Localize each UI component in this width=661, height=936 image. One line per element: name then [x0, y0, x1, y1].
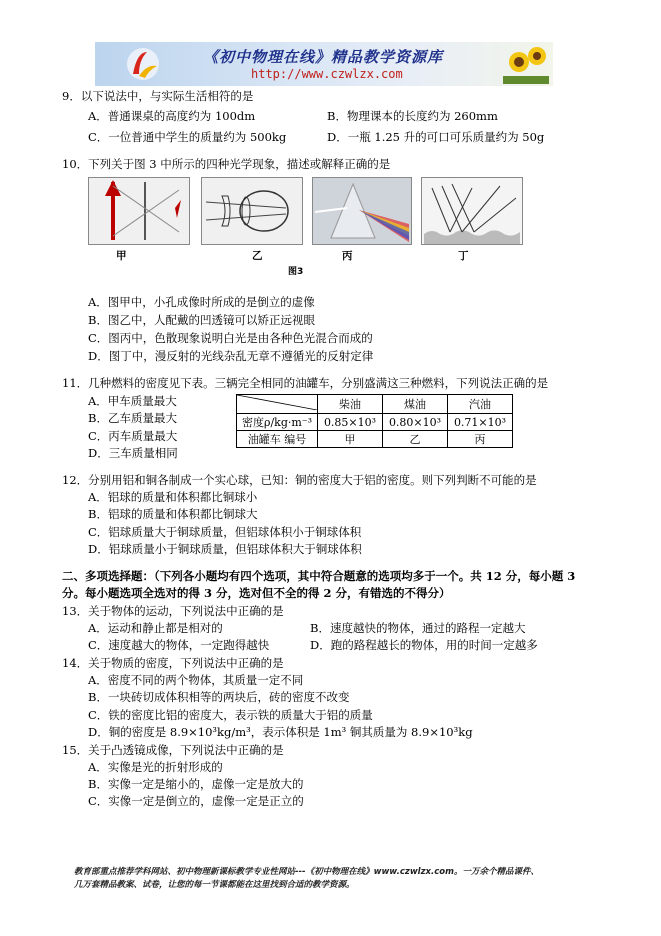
q12-option-b: B．铝球的质量和体积都比铜球大 [88, 507, 258, 521]
q11-option-a: A．甲车质量最大 [88, 394, 177, 408]
table-cell: 甲 [318, 431, 383, 448]
figure-label-yi: 乙 [252, 250, 263, 262]
figure-caption: 图3 [288, 267, 304, 277]
table-header-gasoline: 汽油 [448, 395, 513, 414]
q15-stem: 15．关于凸透镜成像，下列说法中正确的是 [62, 743, 284, 757]
q15-option-a: A．实像是光的折射形成的 [88, 760, 223, 774]
q14-option-b: B．一块砖切成体积相等的两块后，砖的密度不改变 [88, 690, 350, 704]
q10-stem: 10．下列关于图 3 中所示的四种光学现象，描述或解释正确的是 [62, 157, 391, 171]
q14-option-a: A．密度不同的两个物体，其质量一定不同 [88, 673, 304, 687]
table-header-kerosene: 煤油 [383, 395, 448, 414]
q11-option-b: B．乙车质量最大 [88, 411, 177, 425]
eye-lens-illustration [202, 178, 302, 244]
table-row-label-density: 密度ρ/kg·m⁻³ [237, 414, 318, 431]
q10-option-b: B．图乙中，人配戴的凹透镜可以矫正远视眼 [88, 313, 315, 327]
q10-option-a: A．图甲中，小孔成像时所成的是倒立的虚像 [88, 295, 315, 309]
table-cell: 乙 [383, 431, 448, 448]
q13-option-b: B．速度越快的物体，通过的路程一定越大 [310, 621, 526, 635]
site-logo-icon [125, 46, 161, 82]
q14-stem: 14．关于物质的密度，下列说法中正确的是 [62, 656, 284, 670]
q9-option-c: C．一位普通中学生的质量约为 500kg [88, 130, 287, 144]
table-header-diesel: 柴油 [318, 395, 383, 414]
table-row [237, 431, 513, 448]
q9-option-d: D．一瓶 1.25 升的可口可乐质量约为 50g [327, 130, 545, 144]
diagonal-line [237, 395, 317, 410]
q9-option-a: A．普通课桌的高度约为 100dm [88, 109, 256, 123]
q11-stem: 11．几种燃料的密度见下表。三辆完全相同的油罐车，分别盛满这三种燃料，下列说法正确的是 [62, 376, 549, 390]
table-diagonal-cell [237, 395, 318, 414]
diffuse-reflection-illustration [422, 178, 522, 244]
table-cell: 0.71×10³ [448, 414, 513, 431]
figure-bing [312, 177, 412, 245]
sunflower-icon [503, 44, 549, 84]
figure-label-jia: 甲 [116, 250, 127, 262]
banner-title: 《初中物理在线》精品教学资源库 [203, 48, 444, 66]
section-heading-line1: 二、多项选择题：（下列各小题均有四个选项，其中符合题意的选项均多于一个。共 12 分，每小题 3 [62, 569, 576, 583]
q12-option-c: C．铝球质量大于铜球质量，但铝球体积小于铜球体积 [88, 525, 362, 539]
pinhole-camera-illustration [89, 178, 189, 244]
page-footer [74, 866, 594, 892]
q9-stem: 9．以下说法中，与实际生活相符的是 [62, 89, 254, 103]
figure-jia [88, 177, 190, 245]
table-cell: 丙 [448, 431, 513, 448]
q10-option-d: D．图丁中，漫反射的光线杂乱无章不遵循光的反射定律 [88, 349, 374, 363]
banner-url[interactable]: http://www.czwlzx.com [251, 67, 403, 81]
q15-option-b: B．实像一定是缩小的，虚像一定是放大的 [88, 777, 304, 791]
q12-option-a: A．铝球的质量和体积都比铜球小 [88, 490, 258, 504]
q13-stem: 13．关于物体的运动，下列说法中正确的是 [62, 604, 284, 618]
table-row-label-truck: 油罐车 编号 [237, 431, 318, 448]
table-row [237, 395, 513, 414]
q13-option-d: D．跑的路程越长的物体，用的时间一定越多 [310, 638, 538, 652]
q12-stem: 12．分别用铝和铜各制成一个实心球，已知：铜的密度大于铝的密度。则下列判断不可能的是 [62, 473, 537, 487]
section-heading-line2: 分。每小题选项全选对的得 3 分，选对但不全的得 2 分，有错选的不得分） [62, 586, 451, 600]
prism-dispersion-illustration [313, 178, 411, 244]
figure-ding [421, 177, 523, 245]
density-table [236, 394, 513, 448]
q11-option-d: D．三车质量相同 [88, 446, 178, 460]
figure-label-ding: 丁 [458, 250, 469, 262]
q14-option-d: D．铜的密度是 8.9×10³kg/m³，表示体积是 1m³ 铜其质量为 8.9×10³kg [88, 725, 473, 739]
footer-line-1: 教育部重点推荐学科网站、初中物理新课标教学专业性网站---《初中物理在线》www.czwlzx.com。一万余个精品课件、 [74, 867, 539, 877]
q13-option-c: C．速度越大的物体，一定跑得越快 [88, 638, 270, 652]
q13-option-a: A．运动和静止都是相对的 [88, 621, 223, 635]
q11-option-c: C．丙车质量最大 [88, 429, 178, 443]
table-row [237, 414, 513, 431]
q14-option-c: C．铁的密度比铝的密度大，表示铁的质量大于铝的质量 [88, 708, 373, 722]
table-cell: 0.85×10³ [318, 414, 383, 431]
q15-option-c: C．实像一定是倒立的，虚像一定是正立的 [88, 794, 304, 808]
q9-option-b: B．物理课本的长度约为 260mm [327, 109, 498, 123]
figure-label-bing: 丙 [342, 250, 353, 262]
table-cell: 0.80×10³ [383, 414, 448, 431]
footer-line-2: 几万套精品教案、试卷，让您的每一节课都能在这里找到合适的教学资源。 [74, 880, 355, 890]
q12-option-d: D．铝球质量小于铜球质量，但铝球体积大于铜球体积 [88, 542, 362, 556]
site-banner [95, 42, 553, 86]
q10-option-c: C．图丙中，色散现象说明白光是由各种色光混合而成的 [88, 331, 373, 345]
figure-yi [201, 177, 303, 245]
